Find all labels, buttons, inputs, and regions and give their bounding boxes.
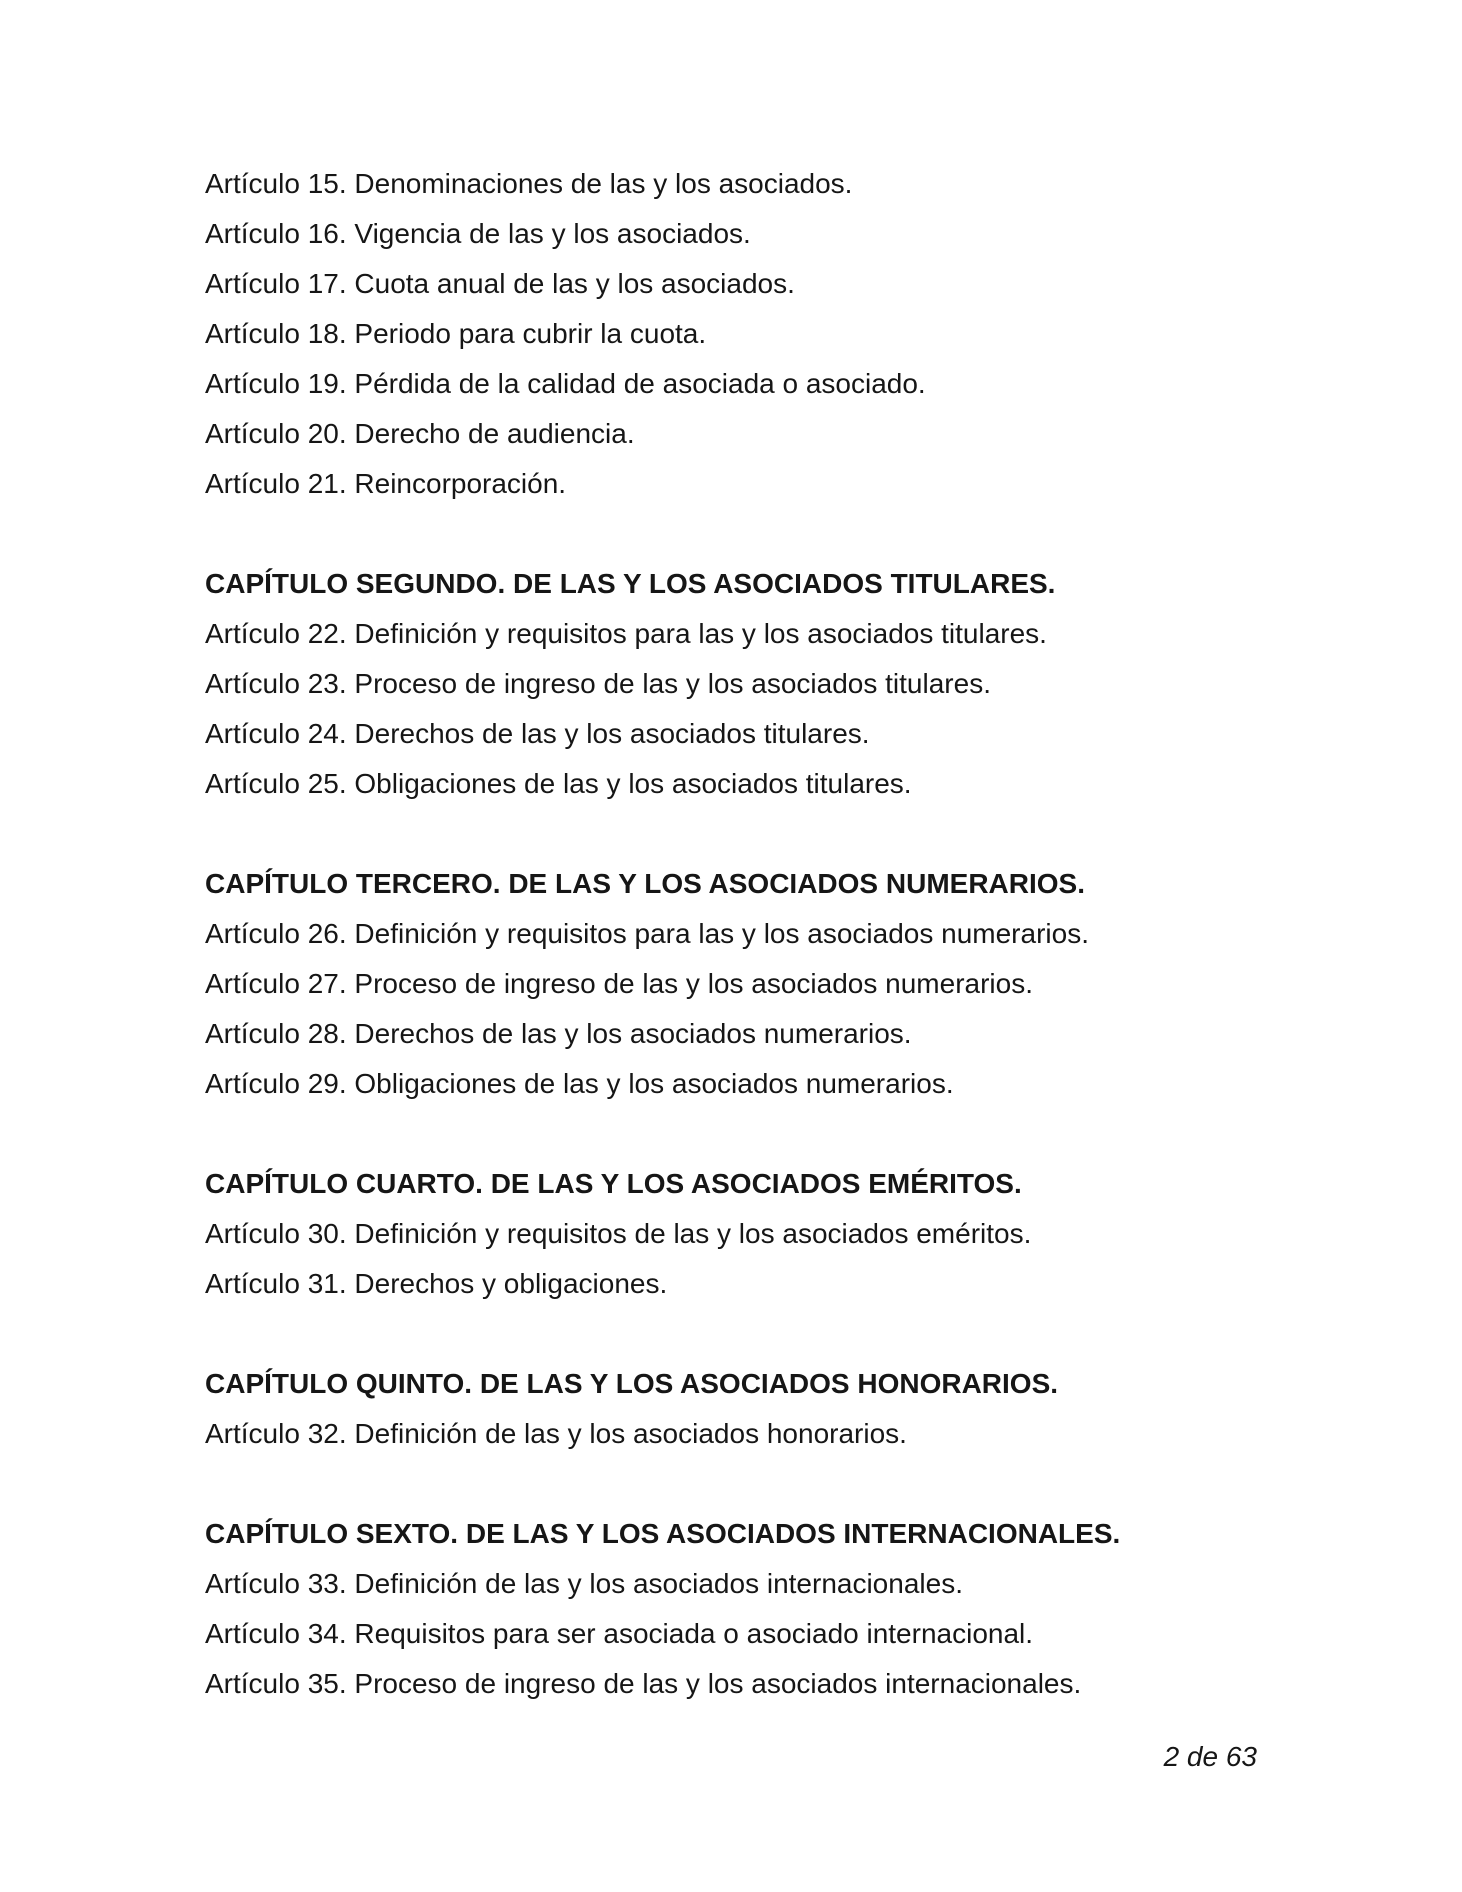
table-of-contents [205, 159, 1402, 1709]
article-line: Artículo 21. Reincorporación. [205, 468, 567, 499]
article-line: Artículo 17. Cuota anual de las y los asociados. [205, 268, 795, 299]
toc-section [205, 159, 1402, 509]
chapter-heading: CAPÍTULO CUARTO. DE LAS Y LOS ASOCIADOS EMÉRITOS. [205, 1168, 1022, 1199]
article-line: Artículo 30. Definición y requisitos de las y los asociados eméritos. [205, 1218, 1032, 1249]
toc-section [205, 1509, 1402, 1709]
article-line: Artículo 22. Definición y requisitos para las y los asociados titulares. [205, 618, 1047, 649]
article-line: Artículo 15. Denominaciones de las y los asociados. [205, 168, 853, 199]
article-line: Artículo 34. Requisitos para ser asociada o asociado internacional. [205, 1618, 1034, 1649]
chapter-heading: CAPÍTULO QUINTO. DE LAS Y LOS ASOCIADOS HONORARIOS. [205, 1368, 1059, 1399]
article-line: Artículo 24. Derechos de las y los asociados titulares. [205, 718, 870, 749]
article-line: Artículo 25. Obligaciones de las y los asociados titulares. [205, 768, 912, 799]
article-line: Artículo 27. Proceso de ingreso de las y los asociados numerarios. [205, 968, 1033, 999]
page-number: 2 de 63 [1163, 1741, 1257, 1772]
chapter-heading: CAPÍTULO SEGUNDO. DE LAS Y LOS ASOCIADOS TITULARES. [205, 568, 1056, 599]
article-line: Artículo 33. Definición de las y los asociados internacionales. [205, 1568, 963, 1599]
article-line: Artículo 18. Periodo para cubrir la cuota. [205, 318, 707, 349]
article-line: Artículo 20. Derecho de audiencia. [205, 418, 635, 449]
article-line: Artículo 23. Proceso de ingreso de las y los asociados titulares. [205, 668, 991, 699]
toc-section [205, 1159, 1402, 1309]
toc-section [205, 1359, 1402, 1459]
article-line: Artículo 31. Derechos y obligaciones. [205, 1268, 668, 1299]
chapter-heading: CAPÍTULO TERCERO. DE LAS Y LOS ASOCIADOS NUMERARIOS. [205, 868, 1086, 899]
article-line: Artículo 29. Obligaciones de las y los asociados numerarios. [205, 1068, 954, 1099]
article-line: Artículo 35. Proceso de ingreso de las y los asociados internacionales. [205, 1668, 1082, 1699]
toc-section [205, 859, 1402, 1109]
article-line: Artículo 16. Vigencia de las y los asociados. [205, 218, 751, 249]
article-line: Artículo 26. Definición y requisitos para las y los asociados numerarios. [205, 918, 1089, 949]
article-line: Artículo 32. Definición de las y los asociados honorarios. [205, 1418, 907, 1449]
toc-section [205, 559, 1402, 809]
chapter-heading: CAPÍTULO SEXTO. DE LAS Y LOS ASOCIADOS INTERNACIONALES. [205, 1518, 1121, 1549]
article-line: Artículo 28. Derechos de las y los asociados numerarios. [205, 1018, 912, 1049]
article-line: Artículo 19. Pérdida de la calidad de asociada o asociado. [205, 368, 926, 399]
